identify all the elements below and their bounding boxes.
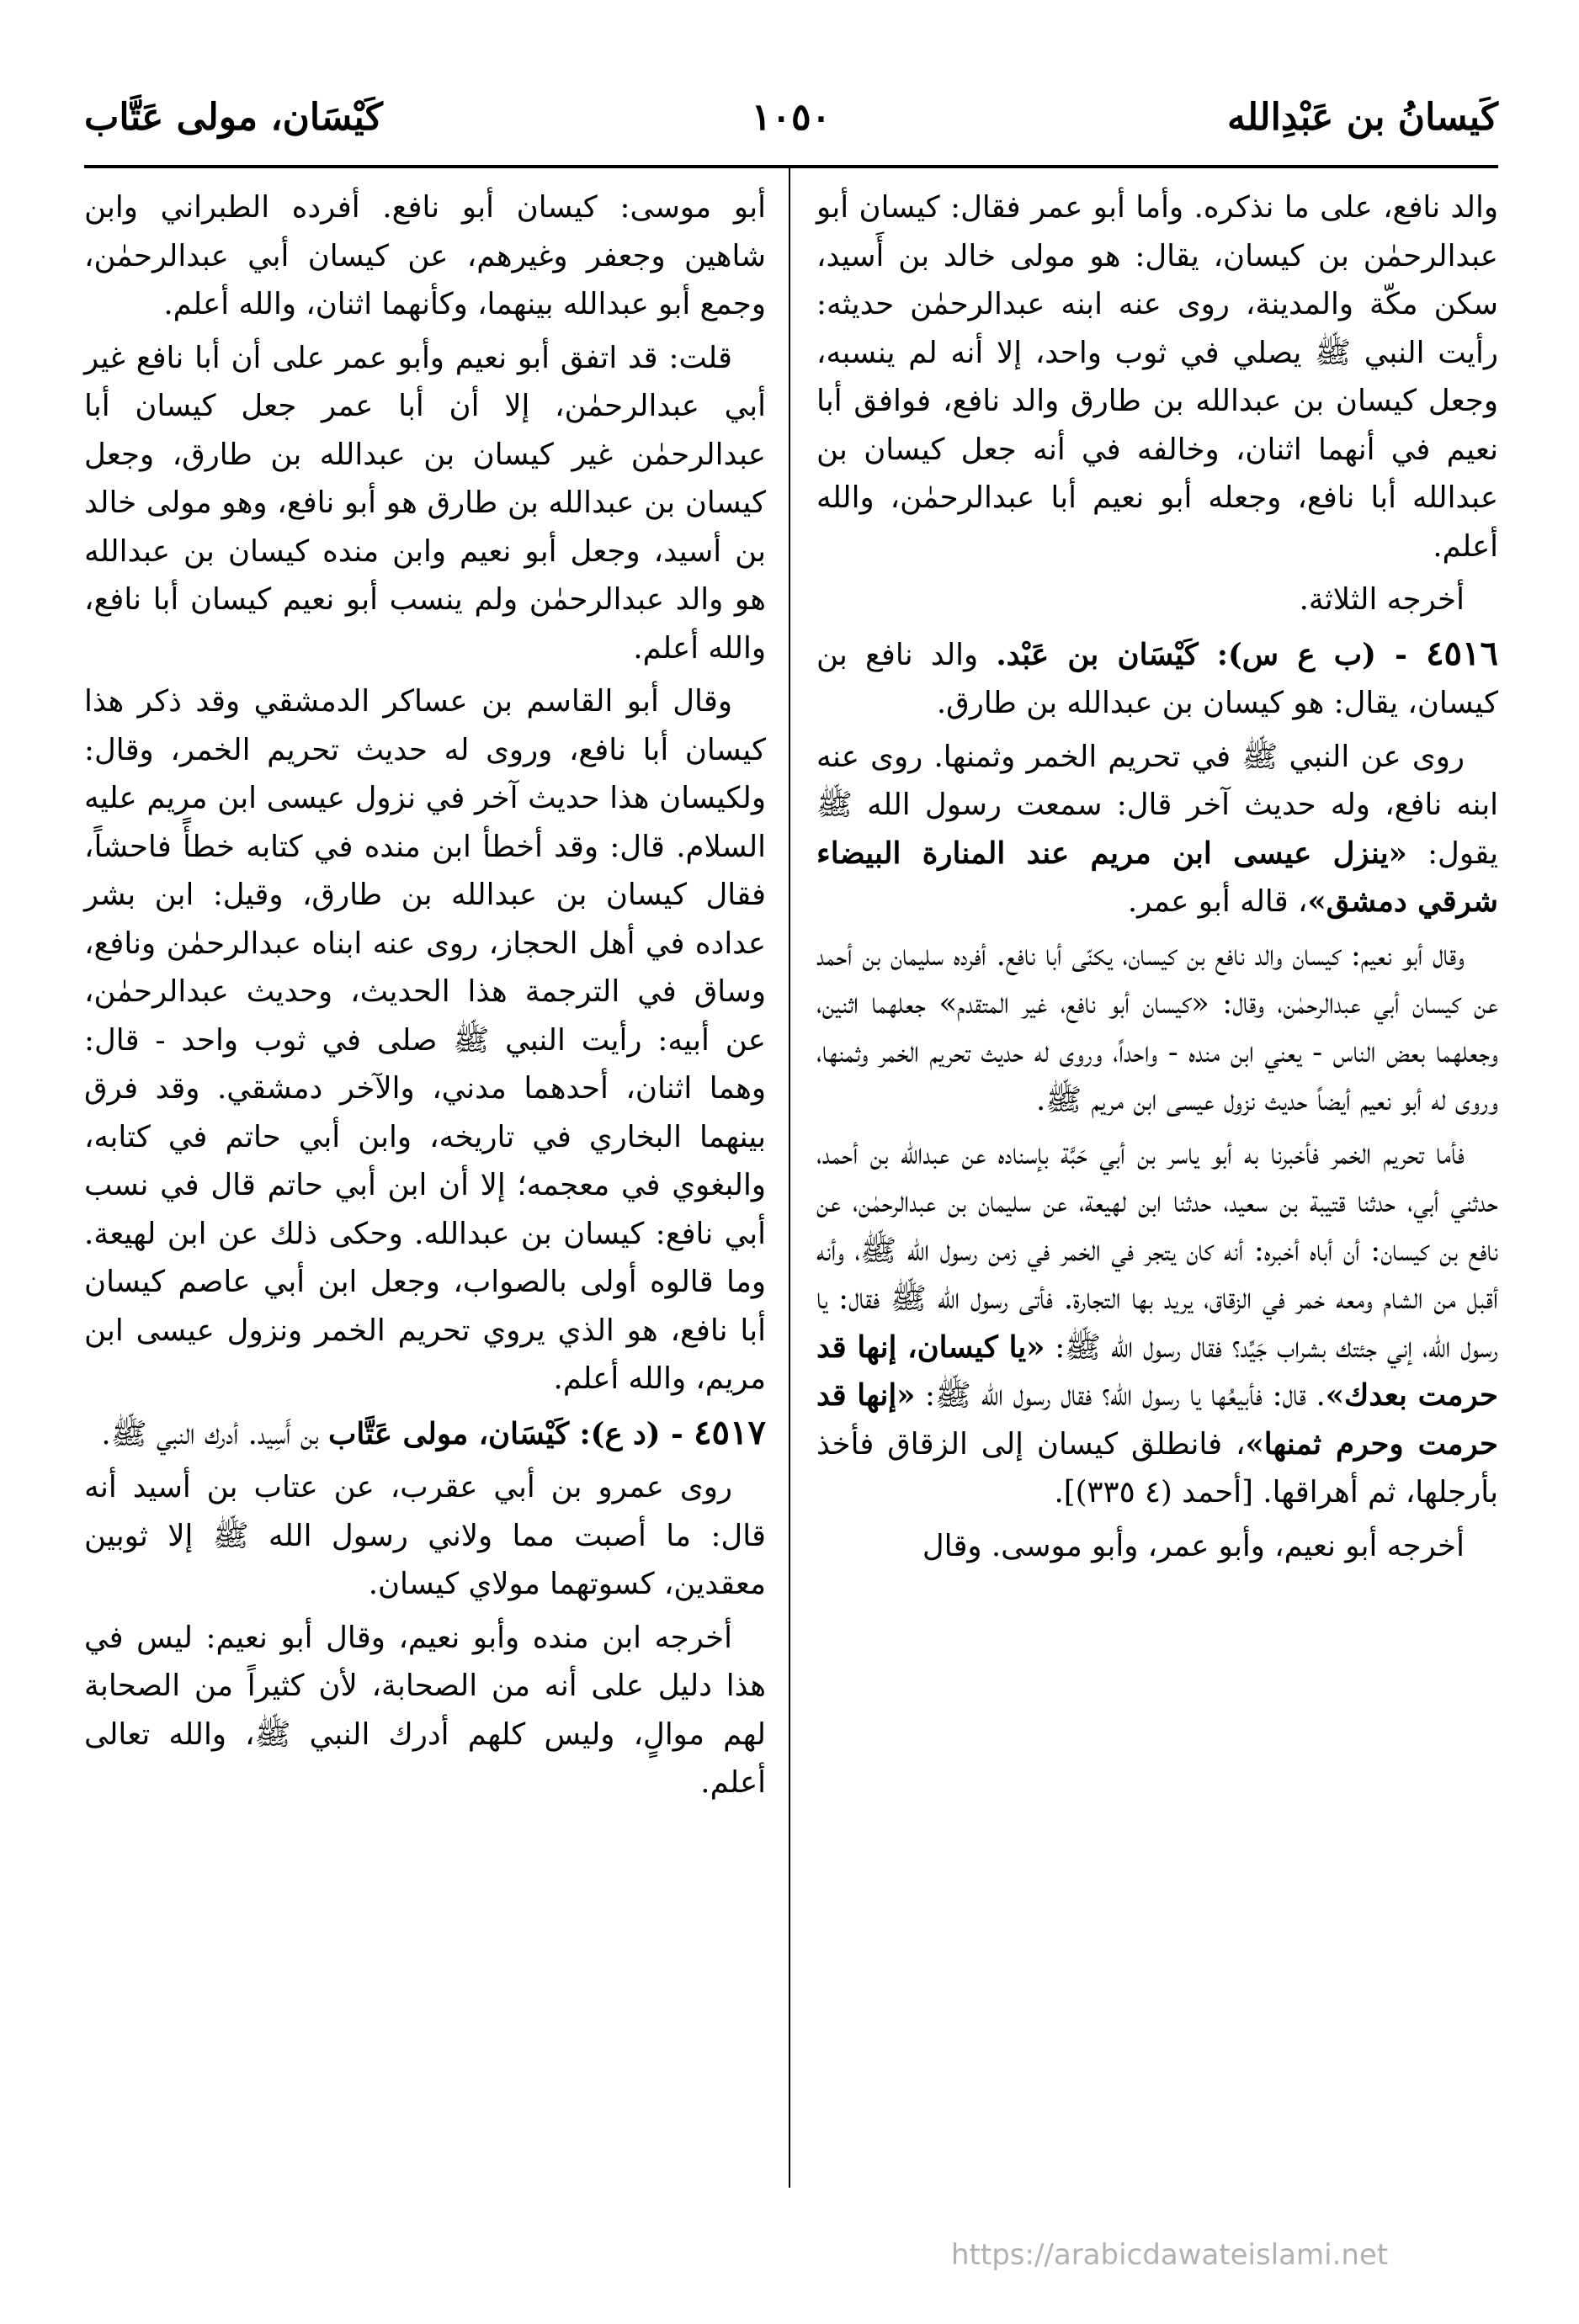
entry-4517 [84, 1409, 766, 1459]
running-title-right: كَيسانُ بن عَبْدِالله [1227, 96, 1498, 139]
paragraph: وقال أبو القاسم بن عساكر الدمشقي وقد ذكر هذا كيسان أبا نافع، وروى له حديث تحريم الخمر، وقال: ولكيسان هذا حديث آخر في نزول عيسى ابن مريم عليه السلام. قال: وقد أخطأ ابن منده في كتابه خطأً فاحشاً، فقال كيسان بن عبدالله بن طارق، وقيل: ابن بشر عداده في أهل الحجاز، روى عنه ابناه عبدالرحمٰن ونافع، وساق في الترجمة هذا الحديث، وحديث عبدالرحمٰن، عن أبيه: رأيت النبي ﷺ صلى في ثوب واحد - قال: وهما اثنان، أحدهما مدني، والآخر دمشقي. وقد فرق بينهما البخاري في تاريخه، وابن أبي حاتم في كتابه، والبغوي في معجمه؛ إلا أن ابن أبي حاتم قال في نسب أبي نافع: كيسان بن عبدالله. وحكى ذلك عن ابن لهيعة. وما قالوه أولى بالصواب، وجعل ابن أبي عاصم كيسان أبا نافع، هو الذي يروي تحريم الخمر ونزول عيسى ابن مريم، والله أعلم. [84, 684, 766, 1396]
running-title-left: كَيْسَان، مولى عَتَّاب [84, 96, 383, 139]
entry-heading: - (ب ع س): كَيْسَان بن عَبْد. [996, 637, 1427, 672]
entry-number: ٤٥١٧ [694, 1412, 766, 1452]
entry-heading: - (د ع): كَيْسَان، مولى عَتَّاب [327, 1416, 694, 1451]
entry-text: والد نافع بن كيسان، يقال: هو كيسان بن عبدالله بن طارق. [816, 637, 1498, 720]
watermark-url: https://arabicdawateislami.net [951, 2238, 1389, 2272]
paragraph: فأما تحريم الخمر فأخبرنا به أبو ياسر بن أبي حَبَّة بإسناده عن عبدالله بن أحمد، حدثني أبي، حدثنا قتيبة بن سعيد، حدثنا ابن لهيعة، عن سليمان بن عبدالرحمٰن، عن نافع بن كيسان: أن أباه أخبره: أنه كان يتجر في الخمر في زمن رسول الله ﷺ، وأنه أقبل من الشام ومعه خمر في الزقاق، يريد بها التجارة. فأتى رسول الله ﷺ فقال: يا رسول الله، إني جئتك بشراب جَيِّد؟ فقال رسول الله ﷺ: «يا كيسان، إنها قد حرمت بعدك». قال: فأبيعُها يا رسول الله؟ فقال رسول الله ﷺ: «إنها قد حرمت وحرم ثمنها»، فانطلق كيسان إلى الزقاق فأخذ بأرجلها، ثم أهراقها. [أحمد (٤ ٣٣٥)]. [816, 1136, 1498, 1510]
paragraph: روى عمرو بن أبي عقرب، عن عتاب بن أسيد أنه قال: ما أصبت مما ولاني رسول الله ﷺ إلا ثوبين معقدين، كسوتهما مولاي كيسان. [84, 1470, 766, 1601]
paragraph: أخرجه ابن منده وأبو نعيم، وقال أبو نعيم: ليس في هذا دليل على أنه من الصحابة، لأن كثيراً من الصحابة لهم موالٍ، وليس كلهم أدرك النبي ﷺ، والله تعالى أعلم. [84, 1620, 766, 1800]
right-column [816, 183, 1498, 1575]
left-column [84, 183, 766, 1812]
paragraph: والد نافع، على ما نذكره. وأما أبو عمر فقال: كيسان أبو عبدالرحمٰن بن كيسان، يقال: هو مولى خالد بن أَسيد، سكن مكّة والمدينة، روى عنه ابنه عبدالرحمٰن حديثه: رأيت النبي ﷺ يصلي في ثوب واحد، إلا أنه لم ينسبه، وجعل كيسان بن عبدالله بن طارق والد نافع، فوافق أبا نعيم في أنهما اثنان، وخالفه في أنه جعل كيسان بن عبدالله أبا نافع، وجعله أبو نعيم أبا عبدالرحمٰن، والله أعلم. [816, 190, 1498, 564]
hadith-quote: «يا كيسان، إنها قد حرمت بعدك» [816, 1329, 1498, 1413]
header-rule [84, 165, 1498, 168]
page-header [84, 84, 1498, 168]
paragraph: أخرجه أبو نعيم، وأبو عمر، وأبو موسى. وقال [922, 1528, 1465, 1563]
paragraph: أبو موسى: كيسان أبو نافع. أفرده الطبراني وابن شاهين وجعفر وغيرهم، عن كيسان أبي عبدالرحمٰن، وجمع أبو عبدالله بينهما، وكأنهما اثنان، والله أعلم. [84, 190, 766, 321]
hadith-quote: «إنها قد حرمت وحرم ثمنها» [816, 1378, 1498, 1462]
paragraph: أخرجه الثلاثة. [1299, 582, 1465, 617]
entry-number: ٤٥١٦ [1426, 633, 1498, 673]
entry-4516 [816, 629, 1498, 728]
paragraph: وقال أبو نعيم: كيسان والد نافع بن كيسان، يكنّى أبا نافع. أفرده سليمان بن أحمد عن كيسان أبي عبدالرحمٰن، وقال: «كيسان أبو نافع، غير المتقدم» جعلهما اثنين، وجعلهما بعض الناس - يعني ابن منده - واحداً، وروى له حديث تحريم الخمر وثمنها، وروى له أبو نعيم أيضاً حديث نزول عيسى ابن مريم ﷺ. [816, 937, 1498, 1117]
hadith-quote: «ينزل عيسى ابن مريم عند المنارة البيضاء شرقي دمشق» [816, 836, 1498, 919]
paragraph: قلت: قد اتفق أبو نعيم وأبو عمر على أن أبا نافع غير أبي عبدالرحمٰن، إلا أن أبا عمر جعل كيسان أبا عبدالرحمٰن غير كيسان بن عبدالله بن طارق، وجعل كيسان بن عبدالله بن طارق هو أبو نافع، وهو مولى خالد بن أسيد، وجعل أبو نعيم وابن منده كيسان بن عبدالله هو والد عبدالرحمٰن ولم ينسب أبو نعيم كيسان أبا نافع، والله أعلم. [84, 340, 766, 666]
entry-text: بن أَسِيد. أدرك النبي ﷺ. [101, 1416, 328, 1451]
column-divider [789, 168, 790, 2188]
paragraph: روى عن النبي ﷺ في تحريم الخمر وثمنها. روى عنه ابنه نافع، وله حديث آخر قال: سمعت رسول الله ﷺ يقول: «ينزل عيسى ابن مريم عند المنارة البيضاء شرقي دمشق»، قاله أبو عمر. [816, 739, 1499, 919]
page-number: ١٠٥٠ [751, 96, 832, 139]
